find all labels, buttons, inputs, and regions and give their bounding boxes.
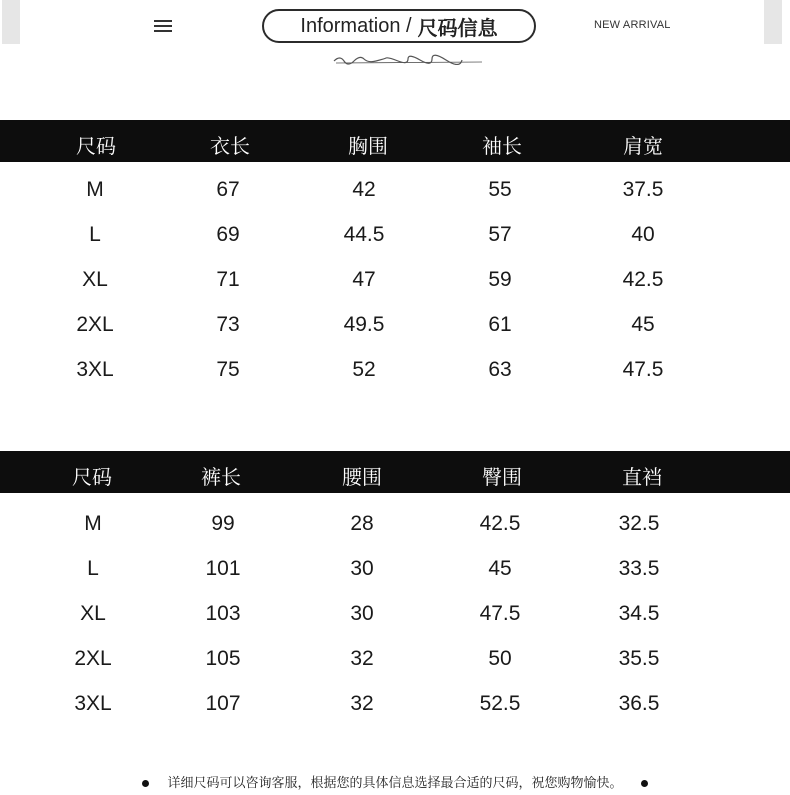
table-cell: 35.5 [618,647,660,670]
table-cell: 103 [205,602,241,625]
new-arrival-tag: NEW ARRIVAL [594,19,671,31]
bullet-dot-left [142,780,149,787]
table-cell: 45 [488,557,512,580]
column-header: 衣长 [210,136,250,158]
table-cell: 107 [205,692,241,715]
table-cell: 36.5 [618,692,660,715]
script-signature [332,53,482,65]
table-cell: 37.5 [622,178,664,201]
bottom-table-row [0,692,790,737]
table-cell: 55 [488,178,512,201]
table-cell: 42 [352,178,376,201]
bottom-table-row [0,647,790,692]
column-header: 尺码 [76,136,116,158]
table-cell: 3XL [76,358,114,381]
table-cell: XL [82,268,108,291]
table-cell: M [86,178,104,201]
column-header: 直裆 [622,467,662,489]
table-cell: 99 [211,512,235,535]
table-cell: 47.5 [622,358,664,381]
table-cell: 33.5 [618,557,660,580]
table-cell: 34.5 [618,602,660,625]
top-table-header [0,120,790,162]
table-cell: 42.5 [479,512,521,535]
table-cell: 47 [352,268,376,291]
title-chinese: 尺码信息 [417,17,498,40]
bottom-table-row [0,557,790,602]
top-banner [0,0,790,75]
table-cell: 69 [216,223,240,246]
column-header: 臀围 [482,467,522,489]
bullet-dot-right [641,780,648,787]
title-english: Information / [300,14,412,37]
column-header: 袖长 [482,136,522,158]
top-table-row [0,178,790,223]
table-cell: 105 [205,647,241,670]
bottom-table-header [0,451,790,493]
table-cell: XL [80,602,106,625]
column-header: 胸围 [348,136,388,158]
footer-note-text: 详细尺码可以咨询客服，根据您的具体信息选择最合适的尺码，祝您购物愉快。 [167,776,623,791]
table-cell: 2XL [76,313,114,336]
table-cell: 67 [216,178,240,201]
table-cell: 40 [631,223,655,246]
table-cell: 44.5 [343,223,385,246]
table-cell: L [89,223,101,246]
menu-icon[interactable] [154,20,172,36]
table-cell: 101 [205,557,241,580]
top-table-row [0,223,790,268]
table-cell: 57 [488,223,512,246]
top-table-row [0,268,790,313]
top-table-row [0,358,790,403]
footer-note [0,772,790,791]
page-title [262,9,536,43]
table-cell: 52 [352,358,376,381]
table-cell: 32.5 [618,512,660,535]
column-header: 腰围 [342,467,382,489]
table-cell: 63 [488,358,512,381]
table-cell: 3XL [74,692,112,715]
banner-edge-left [2,0,20,44]
table-cell: 61 [488,313,512,336]
table-cell: 52.5 [479,692,521,715]
table-cell: 73 [216,313,240,336]
column-header: 裤长 [201,467,241,489]
table-cell: M [84,512,102,535]
table-cell: 59 [488,268,512,291]
table-cell: 32 [350,647,374,670]
column-header: 肩宽 [623,136,663,158]
table-cell: 45 [631,313,655,336]
table-cell: 32 [350,692,374,715]
table-cell: 28 [350,512,374,535]
table-cell: 50 [488,647,512,670]
table-cell: 47.5 [479,602,521,625]
table-cell: 30 [350,602,374,625]
table-cell: 75 [216,358,240,381]
table-cell: 42.5 [622,268,664,291]
table-cell: L [87,557,99,580]
table-cell: 30 [350,557,374,580]
table-cell: 49.5 [343,313,385,336]
banner-edge-right [764,0,782,44]
table-cell: 2XL [74,647,112,670]
bottom-table-row [0,512,790,557]
table-cell: 71 [216,268,240,291]
bottom-table-row [0,602,790,647]
column-header: 尺码 [72,467,112,489]
top-table-row [0,313,790,358]
